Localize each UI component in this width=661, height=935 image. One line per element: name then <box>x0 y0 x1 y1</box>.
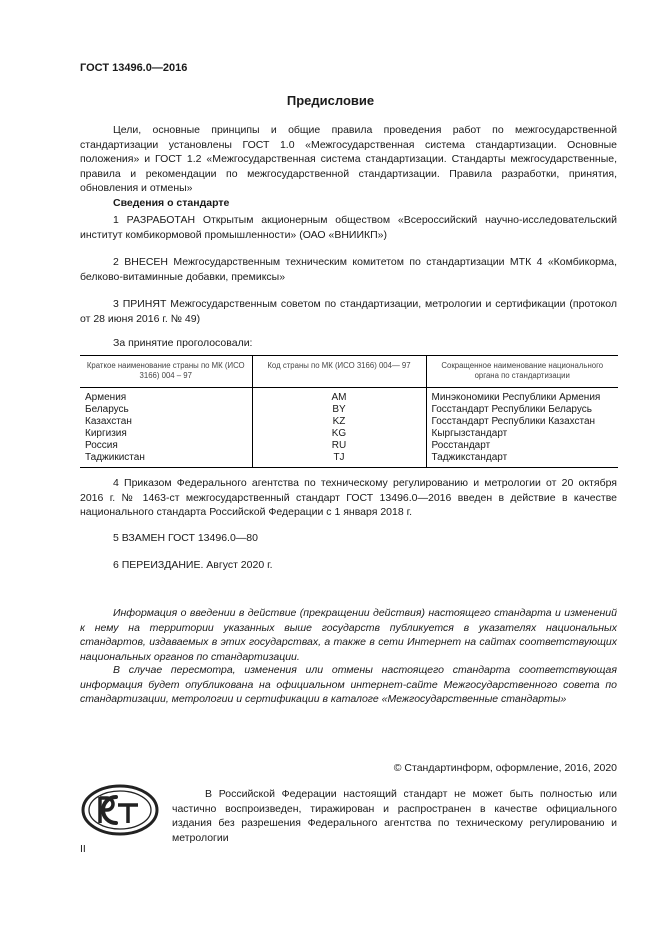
table-row <box>80 440 618 452</box>
table-row <box>80 428 618 440</box>
country-code: TJ <box>252 452 426 468</box>
page-number: II <box>80 843 86 855</box>
item-replaces: 5 ВЗАМЕН ГОСТ 13496.0—80 <box>113 532 258 544</box>
item-reissue: 6 ПЕРЕИЗДАНИЕ. Август 2020 г. <box>113 559 273 571</box>
table-header: Сокращенное наименование национального органа по стандартизации <box>426 356 618 388</box>
country-name: Таджикистан <box>80 452 252 468</box>
item-order: 4 Приказом Федерального агентства по техническому регулированию и метрологии от 20 октября 2016 г. № 1463-ст межгосударственный стандарт ГОСТ 13496.0—2016 введен в действие в качестве национального стандарта Российской Федерации с 1 января 2018 г. <box>80 477 617 518</box>
standards-body: Госстандарт Республики Казахстан <box>426 416 618 428</box>
country-name: Беларусь <box>85 404 129 415</box>
country-name: Киргизия <box>85 428 127 439</box>
item-introduced: 2 ВНЕСЕН Межгосударственным техническим комитетом по стандартизации МТК 4 «Комбикорма, белково-витаминные добавки, премиксы» <box>80 256 617 283</box>
table-row <box>80 452 618 468</box>
standards-body: Кыргызстандарт <box>426 428 618 440</box>
country-name: Россия <box>85 440 118 451</box>
section-subheading: Сведения о стандарте <box>113 197 230 209</box>
note-revision: В случае пересмотра, изменения или отмены настоящего стандарта соответствующая информация будет опубликована на официальном интернет-сайте Межгосударственного совета по стандартизации, метрологии и сертификации в каталоге «Межгосударственные стандарты» <box>80 664 617 705</box>
country-code: KZ <box>252 416 426 428</box>
country-name: Армения <box>85 392 127 403</box>
voted-label: За принятие проголосовали: <box>113 337 253 349</box>
standards-body: Росстандарт <box>426 440 618 452</box>
standards-body: Госстандарт Республики Беларусь <box>426 404 618 416</box>
table-row <box>80 404 618 416</box>
country-name: Казахстан <box>85 416 132 427</box>
standards-body: Минэкономики Республики Армения <box>426 388 618 405</box>
standard-code: ГОСТ 13496.0—2016 <box>80 62 188 74</box>
intro-paragraph: Цели, основные принципы и общие правила проведения работ по межгосударственной стандартизации установлены ГОСТ 1.0 «Межгосударственная система стандартизации. Основные положения» и ГОСТ 1.2 «Межгосударственная система стандартизации. Стандарты межгосударственные, правила и рекомендации по межгосударственной стандартизации. Правила разработки, принятия, обновления и отмены» <box>80 124 617 194</box>
item-adopted: 3 ПРИНЯТ Межгосударственным советом по стандартизации, метрологии и сертификации (протокол от 28 июня 2016 г. № 49) <box>80 298 617 325</box>
item-developed: 1 РАЗРАБОТАН Открытым акционерным обществом «Всероссийский научно-исследовательский институт комбикормовой промышленности» (ОАО «ВНИИКП») <box>80 214 617 241</box>
table-row <box>80 416 618 428</box>
table-header: Краткое наименование страны по МК (ИСО 3166) 004 – 97 <box>80 356 252 388</box>
table-row <box>80 388 618 405</box>
table-header: Код страны по МК (ИСО 3166) 004— 97 <box>252 356 426 388</box>
note-info: Информация о введении в действие (прекращении действия) настоящего стандарта и изменений к нему на территории указанных выше государств публикуется в указателях национальных стандартов, издаваемых в этих государствах, а также в сети Интернет на сайтах соответствующих национальных органов по стандартизации. <box>80 607 617 663</box>
rights-notice: В Российской Федерации настоящий стандарт не может быть полностью или частично воспроизведен, тиражирован и распространен в качестве официального издания без разрешения Федерального агентства по техническому регулированию и метрологии <box>172 788 617 844</box>
country-code: KG <box>252 428 426 440</box>
standards-body: Таджикстандарт <box>426 452 618 468</box>
rst-certification-mark-icon <box>80 783 160 842</box>
country-code: AM <box>252 388 426 405</box>
country-code: RU <box>252 440 426 452</box>
voting-table <box>80 355 618 468</box>
page-title: Предисловие <box>286 93 375 108</box>
country-code: BY <box>252 404 426 416</box>
copyright-line: © Стандартинформ, оформление, 2016, 2020 <box>393 762 617 774</box>
